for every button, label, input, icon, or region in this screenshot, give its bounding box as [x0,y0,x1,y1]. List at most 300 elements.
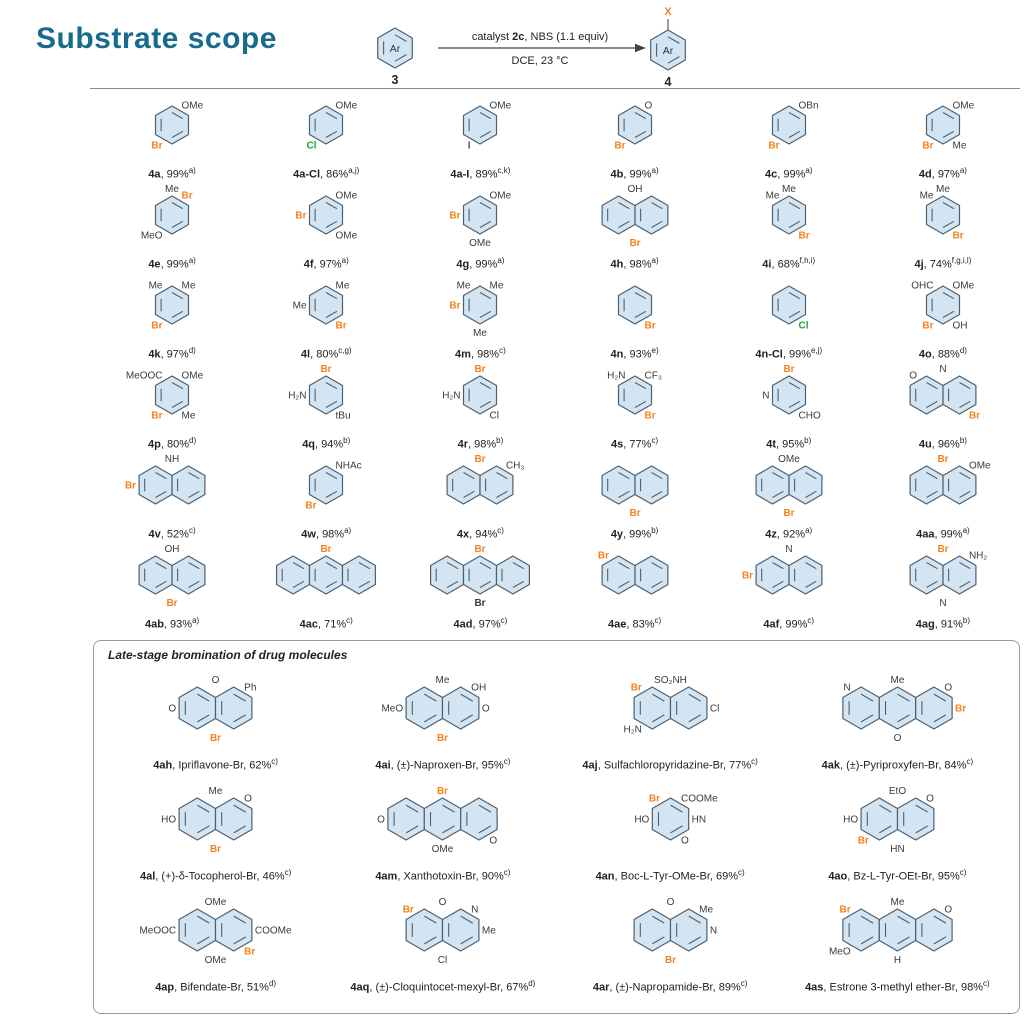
compound-id: 4c [764,169,778,181]
substituent-label: Br [922,140,934,152]
compound-cell [557,662,784,773]
compound-id: 4an [595,871,615,883]
compound-id: 4ar [592,982,610,994]
substituent-label: Br [474,454,486,466]
conditions-below-arrow: DCE, 23 °C [511,55,569,67]
substituent-label: OH [627,184,643,196]
substituent-label: OMe [489,101,512,113]
substituent-label: Me [335,281,350,293]
substituent-label: O [944,904,953,916]
structure-drawing [714,453,864,523]
yield-footnote: d) [188,346,196,356]
yield-footnote: c) [503,868,511,878]
compound-label: 4ad, 97%$^{c)}$ [453,616,508,631]
compound-label: 4p, 80%$^{d)}$ [148,436,197,451]
compound-cell [866,182,1020,272]
compound-id: 4w [301,529,316,541]
benzene-ring [634,909,670,951]
substituent-label: HO [633,814,649,826]
compound-cell [866,92,1020,182]
benzene-ring [635,466,668,504]
structure-drawing [560,453,710,523]
benzene-ring [277,556,310,594]
reactant-ring-label: Ar [389,43,401,55]
compound-id: 4k [148,349,161,361]
compound-id: 4z [765,529,777,541]
substituent-label: N [843,682,851,694]
substituent-label: Me [148,281,163,293]
reactant-number: 3 [391,73,399,87]
yield-footnote: e) [651,346,659,356]
substituent-label: Br [320,364,332,376]
yield-footnote: c) [500,616,508,626]
compound-label: 4o, 88%$^{d)}$ [918,346,967,361]
structure-drawing [560,273,710,343]
compound-cell [249,452,403,542]
structure-drawing [251,363,401,433]
yield-footnote: a) [651,256,659,266]
compound-cell [784,884,1011,995]
benzene-ring [670,687,706,729]
substituent-label: OMe [335,101,358,113]
product-ring-label: Ar [662,45,674,57]
substituent-label: Me [890,897,905,909]
compound-id: 4ac [299,619,319,631]
compound-cell [712,182,866,272]
yield-footnote: b) [651,526,659,536]
substituent-label: NHAc [335,461,362,473]
substituent-label: Br [597,551,609,563]
substituent-label: Cl [306,140,317,152]
compound-label: 4m, 98%$^{c)}$ [455,346,506,361]
benzene-ring [879,909,915,951]
substituent-label: tBu [335,410,351,422]
compound-label: 4x, 94%$^{c)}$ [456,526,504,541]
benzene-ring [756,556,789,594]
substituent-label: CH₃ [506,461,525,473]
benzene-ring [310,376,343,414]
benzene-ring [635,556,668,594]
substituent-label: OBn [798,101,819,113]
compound-cell [95,362,249,452]
benzene-ring [431,556,464,594]
substituent-label: O [893,733,902,745]
compound-cell [249,542,403,632]
substituent-label: O [489,836,498,848]
benzene-ring [388,798,424,840]
substituent-label: H₂N [288,390,307,402]
yield-footnote: d) [189,436,197,446]
section-divider-line [90,88,1020,89]
substituent-label: Me [698,904,713,916]
substituent-label: Br [151,410,163,422]
compound-cell [866,272,1020,362]
structure-drawing [868,543,1018,613]
substituent-label: Me [781,184,796,196]
compound-cell [557,773,784,884]
substituent-label: NH [164,454,180,466]
substituent-label: MeO [140,230,163,242]
compound-label: 4f, 97%$^{a)}$ [303,256,349,271]
compound-id: 4t [766,439,776,451]
compound-label: 4as, Estrone 3-methyl ether-Br, 98%$^{c)}$ [805,979,990,994]
compound-label: 4n, 93%$^{e)}$ [610,346,659,361]
benzene-ring [861,798,897,840]
compound-label: 4ag, 91%$^{b)}$ [915,616,971,631]
structure-drawing [335,892,550,976]
benzene-ring [464,556,497,594]
benzene-ring [602,196,635,234]
yield-footnote: b) [962,616,971,626]
structure-drawing [563,670,778,754]
compound-id: 4r [457,439,468,451]
substituent-label: CF₃ [644,371,662,383]
substituent-label: Me [181,281,196,293]
structure-drawing [714,363,864,433]
compound-id: 4g [456,259,470,271]
structure-drawing [714,183,864,253]
compound-id: 4aa [916,529,935,541]
compound-cell [712,92,866,182]
substituent-label: OMe [952,101,975,113]
substituent-label: O [244,793,253,805]
yield-footnote: c) [966,757,974,767]
substituent-label: OMe [181,101,204,113]
compound-cell [403,452,557,542]
substituent-label: OHC [911,281,934,293]
product-number: 4 [664,75,672,89]
structure-drawing [251,273,401,343]
structure-drawing [563,892,778,976]
structure-drawing [251,93,401,163]
benzene-ring [772,376,805,414]
compound-label: 4ao, Bz-L-Tyr-OEt-Br, 95%$^{c)}$ [828,868,967,883]
benzene-ring [464,376,497,414]
compound-label: 4e, 99%$^{a)}$ [148,256,196,271]
structure-drawing [97,543,247,613]
structure-drawing [714,93,864,163]
compound-label: 4af, 99%$^{c)}$ [763,616,815,631]
substituent-label: Me [890,675,905,687]
yield-footnote: a) [497,256,505,266]
compound-label: 4a-I, 89%$^{c,k)}$ [450,166,511,181]
substituent-label: Me [208,786,223,798]
compound-cell [249,182,403,272]
substituent-label: N [709,925,717,937]
benzene-ring [879,687,915,729]
compound-label: 4l, 80%$^{c,g)}$ [300,346,352,361]
substituent-label: CHO [798,410,821,422]
substituent-label: Br [857,836,869,848]
yield-footnote: c,g) [338,346,352,356]
substituent-label: OMe [489,191,512,203]
reaction-arrowhead-icon [635,44,646,52]
substituent-label: Br [741,570,753,582]
benzene-ring [406,687,442,729]
structure-drawing [405,183,555,253]
yield-footnote: a) [188,256,196,266]
substituent-label: Br [798,230,810,242]
yield-footnote: d) [959,346,967,356]
compound-label: 4v, 52%$^{c)}$ [148,526,196,541]
substituent-label: Cl [489,410,500,422]
yield-footnote: b) [804,436,812,446]
compound-label: 4y, 99%$^{b)}$ [610,526,659,541]
drug-grid [102,662,1011,995]
compound-id: 4ag [915,619,935,631]
compound-id: 4b [610,169,624,181]
substituent-label: OH [471,682,487,694]
structure-drawing [405,453,555,523]
substituent-label: Br [474,544,486,556]
compound-label: 4ae, 83%$^{c)}$ [607,616,662,631]
structure-drawing [251,543,401,613]
compound-cell [95,452,249,542]
structure-drawing [563,781,778,865]
benzene-ring [789,466,822,504]
benzene-ring [635,196,668,234]
structure-drawing [405,273,555,343]
compound-cell [866,542,1020,632]
substituent-label: O [482,703,491,715]
structure-drawing [405,363,555,433]
yield-footnote: c) [751,757,758,767]
compound-label: 4z, 92%$^{a)}$ [765,526,813,541]
compound-id: 4n-Cl [755,349,783,361]
substituent-label: Me [435,675,450,687]
substituent-label: Br [937,544,949,556]
substituent-label: Br [474,598,486,610]
compound-id: 4ae [607,619,627,631]
compound-label: 4ac, 71%$^{c)}$ [299,616,353,631]
compound-cell [95,272,249,362]
substituent-label: Br [437,733,449,745]
compound-label: 4r, 98%$^{b)}$ [457,436,504,451]
substituent-label: Br [335,320,347,332]
benzene-ring [179,909,215,951]
yield-footnote: f,g,i,l) [951,256,972,266]
substituent-label: H₂N [623,725,642,737]
substituent-label: OH [164,544,180,556]
substituent-label: H [893,955,901,967]
substituent-label: Br [664,955,676,967]
substituent-label: Br [210,844,222,856]
reaction-scheme [350,2,710,90]
compound-label: 4aj, Sulfachloropyridazine-Br, 77%$^{c)}$ [582,757,758,772]
yield-footnote: a) [192,616,200,626]
substituent-label: OMe [952,281,975,293]
structure-drawing [251,453,401,523]
compound-label: 4a, 99%$^{a)}$ [148,166,196,181]
compound-cell [249,92,403,182]
conditions-above-arrow: catalyst 2c, NBS (1.1 equiv) [471,31,609,43]
compound-label: 4ar, (±)-Napropamide-Br, 89%$^{c)}$ [592,979,748,994]
substituent-label: Br [210,733,222,745]
drug-section-header: Late-stage bromination of drug molecules [108,648,348,662]
substituent-label: O [909,371,917,383]
substituent-label: HO [161,814,177,826]
benzene-ring [343,556,376,594]
compound-cell [557,884,784,995]
substituent-label: Me [181,410,196,422]
substituent-label: COOMe [680,793,718,805]
compound-cell [866,362,1020,452]
substituent-label: N [939,598,947,610]
substituent-label: Br [644,320,656,332]
yield-footnote: d) [268,979,277,989]
substituent-label: O [377,814,386,826]
substituent-label: SO₂NH [653,675,687,687]
compound-label: 4c, 99%$^{a)}$ [764,166,813,181]
substituent-label: Me [919,191,934,203]
substituent-label: MeOOC [139,925,177,937]
compound-label: 4t, 95%$^{b)}$ [766,436,812,451]
compound-id: 4am [375,871,398,883]
compound-label: 4ap, Bifendate-Br, 51%$^{d)}$ [155,979,277,994]
compound-id: 4ah [153,760,173,772]
compound-label: 4am, Xanthotoxin-Br, 90%$^{c)}$ [375,868,511,883]
yield-footnote: c) [188,526,196,536]
compound-id: 4as [805,982,824,994]
compound-id: 4s [611,439,624,451]
compound-cell [403,362,557,452]
substituent-label: Br [968,410,980,422]
compound-id: 4n [610,349,624,361]
substituent-label: Cl [798,320,809,332]
substituent-label: N [762,390,770,402]
substituent-label: OH [952,320,968,332]
compound-id: 4e [148,259,161,271]
structure-drawing [405,543,555,613]
substituent-label: Cl [438,955,448,967]
compound-cell [712,452,866,542]
substituent-label: Me [935,184,950,196]
structure-drawing [251,183,401,253]
substituent-label: Br [630,682,642,694]
yield-footnote: c) [807,616,815,626]
benzene-ring [461,798,497,840]
compound-label: 4h, 98%$^{a)}$ [610,256,659,271]
compound-id: 4ai [375,760,391,772]
structure-drawing [405,93,555,163]
substituent-label: Me [165,184,180,196]
benzene-ring [602,466,635,504]
compound-label: 4ab, 93%$^{a)}$ [144,616,200,631]
compound-label: 4an, Boc-L-Tyr-OMe-Br, 69%$^{c)}$ [595,868,745,883]
substituent-label: EtO [888,786,906,798]
compound-id: 4a [148,169,161,181]
compound-id: 4o [918,349,932,361]
substituent-label: Br [474,364,486,376]
page-title: Substrate scope [36,22,277,55]
compound-cell [329,884,556,995]
substituent-label: O [211,675,220,687]
substituent-label: Me [952,140,967,152]
compound-cell [95,92,249,182]
substituent-label: Br [449,300,461,312]
compound-label: 4b, 99%$^{a)}$ [610,166,659,181]
compound-id: 4q [302,439,316,451]
compound-id: 4ap [155,982,175,994]
substituent-label: Br [644,410,656,422]
yield-footnote: c) [284,868,292,878]
compound-id: 4af [763,619,780,631]
substituent-label: Br [629,508,641,520]
yield-footnote: c) [959,868,967,878]
benzene-ring [772,286,805,324]
compound-label: 4al, (+)-δ-Tocopherol-Br, 46%$^{c)}$ [139,868,292,883]
substituent-label: OMe [335,191,358,203]
structure-drawing [868,183,1018,253]
substituent-label: OMe [181,371,204,383]
compound-label: 4aq, (±)-Cloquintocet-mexyl-Br, 67%$^{d)}$ [350,979,536,994]
compound-label: 4ai, (±)-Naproxen-Br, 95%$^{c)}$ [375,757,511,772]
compound-id: 4ao [828,871,848,883]
substituent-label: Ph [244,682,257,694]
compound-id: 4ak [821,760,840,772]
benzene-ring [172,466,205,504]
compound-id: 4ad [453,619,473,631]
substituent-label: OMe [335,230,358,242]
substituent-label: Br [783,508,795,520]
yield-footnote: c) [499,346,506,356]
substituent-label: Br [320,544,332,556]
structure-drawing [97,183,247,253]
benzene-ring [179,687,215,729]
structure-drawing [560,183,710,253]
compound-cell [403,272,557,362]
structure-drawing [97,363,247,433]
compound-label: 4ah, Ipriflavone-Br, 62%$^{c)}$ [153,757,278,772]
yield-footnote: a) [188,166,196,176]
yield-footnote: b) [496,436,504,446]
substituent-label: NH₂ [968,551,988,563]
compound-label: 4ak, (±)-Pyriproxyfen-Br, 84%$^{c)}$ [821,757,974,772]
substituent-label: O [644,101,652,113]
structure-drawing [714,273,864,343]
yield-footnote: d) [528,979,536,989]
substituent-label: Me [489,281,504,293]
structure-drawing [868,273,1018,343]
substituent-label: Br [648,793,660,805]
compound-id: 4a-Cl [293,169,321,181]
substituent-label: Br [295,210,307,222]
substituent-label: Br [613,140,626,152]
compound-id: 4h [610,259,624,271]
substituent-label: Me [765,191,780,203]
yield-footnote: a) [959,166,967,176]
substrate-grid [95,92,1020,632]
substituent-label: MeO [828,947,851,959]
structure-drawing [560,543,710,613]
structure-drawing [97,453,247,523]
structure-drawing [790,892,1005,976]
compound-cell [712,362,866,452]
benzene-ring [910,466,943,504]
substituent-label: Me [473,328,488,340]
compound-cell [95,182,249,272]
compound-id: 4d [918,169,932,181]
substituent-label: O [438,897,447,909]
compound-label: 4w, 98%$^{a)}$ [301,526,352,541]
structure-drawing [97,273,247,343]
compound-cell [712,542,866,632]
compound-cell [102,662,329,773]
compound-cell [558,452,712,542]
substituent-label: Me [457,281,471,293]
substituent-label: O [926,793,934,805]
structure-drawing [868,93,1018,163]
